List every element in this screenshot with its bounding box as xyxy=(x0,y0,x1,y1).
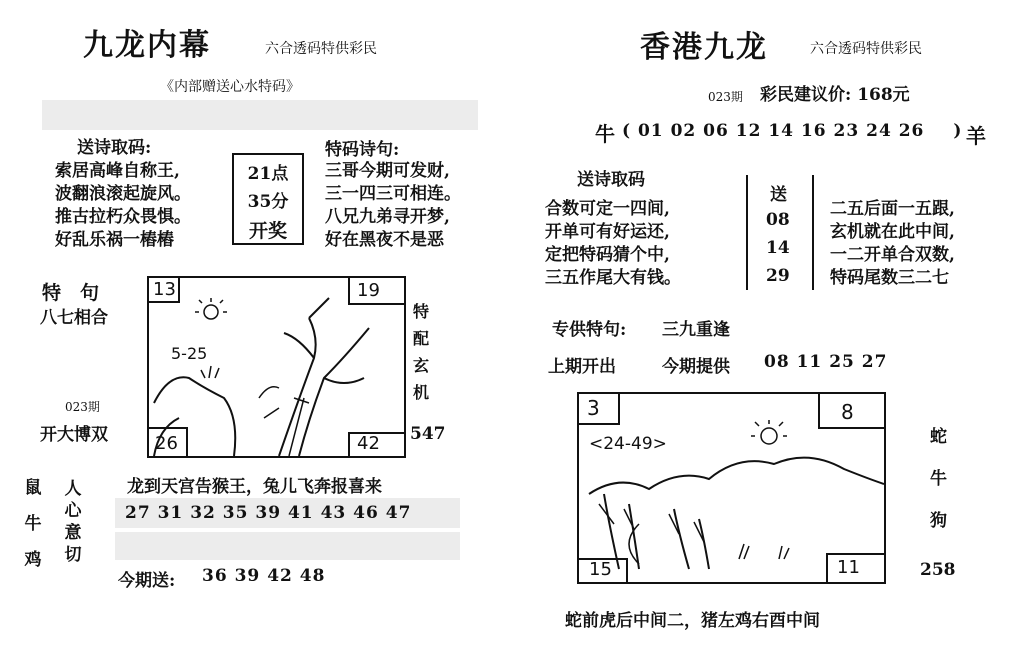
special-poem-heading: 特码诗句: xyxy=(325,140,400,160)
left-poem-heading: 送诗取码: xyxy=(77,138,152,158)
today-number: 42 xyxy=(267,566,293,586)
today-label: 今期送: xyxy=(118,571,176,591)
left-number: 27 xyxy=(125,503,151,523)
left-number: 31 xyxy=(157,503,184,523)
right-bottom-saying: 蛇前虎后中间二，猪左鸡右酉中间 xyxy=(565,611,820,631)
left-poem-line: 索居高峰自称王, xyxy=(55,161,180,181)
special-poem-line: 三哥今期可发财, xyxy=(325,161,450,181)
left-number: 41 xyxy=(287,503,314,523)
right-poem-line: 三五作尾大有钱。 xyxy=(545,268,681,288)
right-drawing xyxy=(577,392,886,584)
left-gray-band-bottom xyxy=(115,532,460,560)
range-number: 26 xyxy=(898,121,925,141)
left-drawing xyxy=(147,276,406,458)
left-drawing-range: 5-25 xyxy=(171,344,208,363)
left-number: 43 xyxy=(320,503,347,523)
right-poem xyxy=(545,198,681,290)
left-number: 39 xyxy=(255,503,282,523)
left-drawing-corner-br: 42 xyxy=(357,433,380,454)
provide-number: 25 xyxy=(829,352,855,372)
range-left-zodiac: 牛 xyxy=(595,122,615,146)
left-subtitle: 六合透码特供彩民 xyxy=(265,41,377,57)
special-phrase-heading: 特 句 xyxy=(42,282,100,304)
send-number: 14 xyxy=(766,238,790,258)
provide-number-list xyxy=(764,352,887,372)
range-number: 14 xyxy=(768,121,795,141)
today-number: 48 xyxy=(299,566,326,586)
right-price: 彩民建议价: 168元 xyxy=(760,85,910,105)
riddle-line: 特码尾数三二七 xyxy=(830,268,949,288)
send-label: 送 xyxy=(770,185,787,205)
right-side-zodiac: 狗 xyxy=(930,511,947,531)
special-poem-line: 三一四三可相连。 xyxy=(325,184,461,204)
right-title: 香港九龙 xyxy=(640,30,768,65)
send-number: 08 xyxy=(766,210,790,230)
right-panel xyxy=(520,0,1026,655)
special-poem xyxy=(325,160,461,252)
left-drawing-corner-tr: 19 xyxy=(357,280,380,301)
special-poem-line: 好在黑夜不是恶 xyxy=(325,230,444,250)
right-period: 023期 xyxy=(708,90,743,104)
special-phrase: 八七相合 xyxy=(40,308,108,328)
right-side-zodiac: 蛇 xyxy=(930,427,947,447)
draw-time-hour: 21点 xyxy=(247,164,289,184)
riddle-line: 一二开单合双数, xyxy=(830,245,955,265)
right-special-phrase: 三九重逢 xyxy=(662,320,730,340)
left-poem-line: 推古拉朽众畏惧。 xyxy=(55,207,191,227)
left-poem-line: 波翻浪滚起旋风。 xyxy=(55,184,191,204)
right-side-number: 258 xyxy=(920,560,956,580)
today-number: 36 xyxy=(202,566,228,586)
left-number: 32 xyxy=(190,503,216,523)
provide-label: 今期提供 xyxy=(662,357,730,377)
left-inner-title: 《内部赠送心水特码》 xyxy=(160,79,300,95)
draw-time-box xyxy=(232,153,304,245)
range-number: 01 xyxy=(637,121,664,141)
right-drawing-corner-tl: 3 xyxy=(587,396,600,420)
left-panel xyxy=(0,0,500,655)
range-number: 02 xyxy=(670,121,697,141)
left-number: 47 xyxy=(385,503,412,523)
provide-number: 08 xyxy=(764,352,790,372)
right-poem-heading: 送诗取码 xyxy=(577,170,645,190)
range-paren-close: ) xyxy=(953,121,963,141)
left-drawing-sketch xyxy=(149,278,404,456)
left-phrase-column: 人心意切 xyxy=(64,479,82,565)
range-number: 12 xyxy=(735,121,762,141)
range-number: 16 xyxy=(800,121,827,141)
right-drawing-sketch xyxy=(579,394,884,582)
left-number: 46 xyxy=(353,503,379,523)
left-period: 023期 xyxy=(65,400,100,414)
right-poem-line: 定把特码猜个中, xyxy=(545,245,670,265)
left-poem xyxy=(55,160,191,252)
right-side-zodiac: 牛 xyxy=(930,469,947,489)
right-drawing-corner-tr: 8 xyxy=(841,400,854,424)
range-number: 06 xyxy=(703,121,729,141)
left-saying: 龙到天宫告猴王，兔儿飞奔报喜来 xyxy=(127,477,382,497)
range-numbers xyxy=(622,121,962,141)
riddle-line: 玄机就在此中间, xyxy=(830,222,955,242)
provide-number: 11 xyxy=(796,352,823,372)
left-drawing-corner-bl: 26 xyxy=(155,433,178,454)
right-drawing-corner-bl: 15 xyxy=(589,559,612,580)
right-subtitle: 六合透码特供彩民 xyxy=(810,41,922,57)
riddle-line: 二五后面一五跟, xyxy=(830,199,955,219)
left-zodiac-column: 鼠牛鸡 xyxy=(24,478,42,570)
today-number: 39 xyxy=(234,566,261,586)
left-drawing-corner-tl: 13 xyxy=(153,279,176,300)
provide-number: 27 xyxy=(861,352,888,372)
right-divider-right xyxy=(812,175,814,290)
last-draw-label: 上期开出 xyxy=(548,357,616,377)
right-poem-line: 合数可定一四间, xyxy=(545,199,670,219)
range-right-zodiac: 羊 xyxy=(966,124,986,148)
send-number: 29 xyxy=(766,266,790,286)
range-number: 23 xyxy=(833,121,860,141)
riddle-poem xyxy=(830,198,955,290)
draw-time-minute: 35分 xyxy=(247,192,289,212)
left-side-number: 547 xyxy=(410,424,446,444)
range-number: 24 xyxy=(866,121,892,141)
special-poem-line: 八兄九弟寻开梦, xyxy=(325,207,450,227)
right-drawing-range: <24-49> xyxy=(589,434,667,454)
right-special-label: 专供特句: xyxy=(552,320,627,340)
left-title: 九龙内幕 xyxy=(83,28,211,63)
big-small-tip: 开大博双 xyxy=(40,425,108,445)
range-paren-open: ( xyxy=(622,121,632,141)
left-poem-line: 好乱乐祸一樁樁 xyxy=(55,230,174,250)
right-drawing-corner-br: 11 xyxy=(837,557,860,578)
left-number-list xyxy=(125,503,411,523)
today-number-list xyxy=(202,566,325,586)
left-side-text: 特配玄机 xyxy=(412,302,429,402)
right-poem-line: 开单可有好运还, xyxy=(545,222,670,242)
left-gray-band-top xyxy=(42,100,478,130)
left-number: 35 xyxy=(222,503,249,523)
right-divider-left xyxy=(746,175,748,290)
draw-time-label: 开奖 xyxy=(248,220,287,242)
